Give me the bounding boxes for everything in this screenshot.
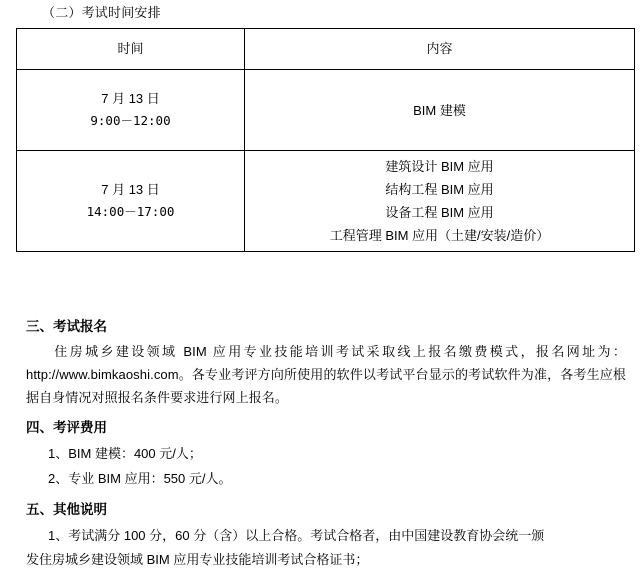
- table-header-row: [17, 29, 635, 70]
- exam-time: 14:00－17:00: [86, 204, 175, 219]
- cell-time: [17, 151, 245, 252]
- exam-date: 7 月 13 日: [101, 91, 160, 106]
- exam-time: 9:00－12:00: [90, 113, 171, 128]
- list-item: 2、专业 BIM 应用：550 元/人。: [48, 471, 232, 486]
- table-row: [17, 151, 635, 252]
- exam-date: 7 月 13 日: [101, 182, 160, 197]
- header-cell-content: 内容: [245, 29, 635, 70]
- list-item: 1、BIM 建模：400 元/人；: [48, 446, 202, 461]
- header-cell-time: 时间: [17, 29, 245, 70]
- section-heading-registration: 三、考试报名: [26, 319, 107, 334]
- content-item: 工程管理 BIM 应用（土建/安装/造价）: [329, 228, 550, 243]
- content-item: 设备工程 BIM 应用: [385, 205, 494, 220]
- section-caption: （二）考试时间安排: [42, 5, 161, 20]
- section-paragraph-registration: [12, 340, 632, 409]
- cell-time: [17, 70, 245, 151]
- content-item: BIM 建模: [413, 102, 466, 118]
- paragraph-text: 住房城乡建设领域 BIM 应用专业技能培训考试采取线上报名缴费模式，报名网址为：http://www.bimkaoshi.com。各专业考评方向所使用的软件以考试平台显示的考试软件为准，各考生应根据自身情况对照报名条件要求进行网上报名。: [26, 344, 626, 405]
- section-heading-other: 五、其他说明: [26, 502, 107, 517]
- list-item-continuation: 发住房城乡建设领域 BIM 应用专业技能培训考试合格证书；: [26, 552, 369, 567]
- content-item: 结构工程 BIM 应用: [385, 182, 494, 197]
- content-item: 建筑设计 BIM 应用: [385, 159, 494, 174]
- exam-schedule-table: [16, 28, 635, 252]
- section-heading-fees: 四、考评费用: [26, 420, 107, 435]
- list-item: 1、考试满分 100 分，60 分（含）以上合格。考试合格者，由中国建设教育协会统一颁: [48, 528, 545, 543]
- cell-content: [245, 70, 635, 151]
- spacer: [12, 252, 632, 308]
- cell-content: [245, 151, 635, 252]
- table-row: [17, 70, 635, 151]
